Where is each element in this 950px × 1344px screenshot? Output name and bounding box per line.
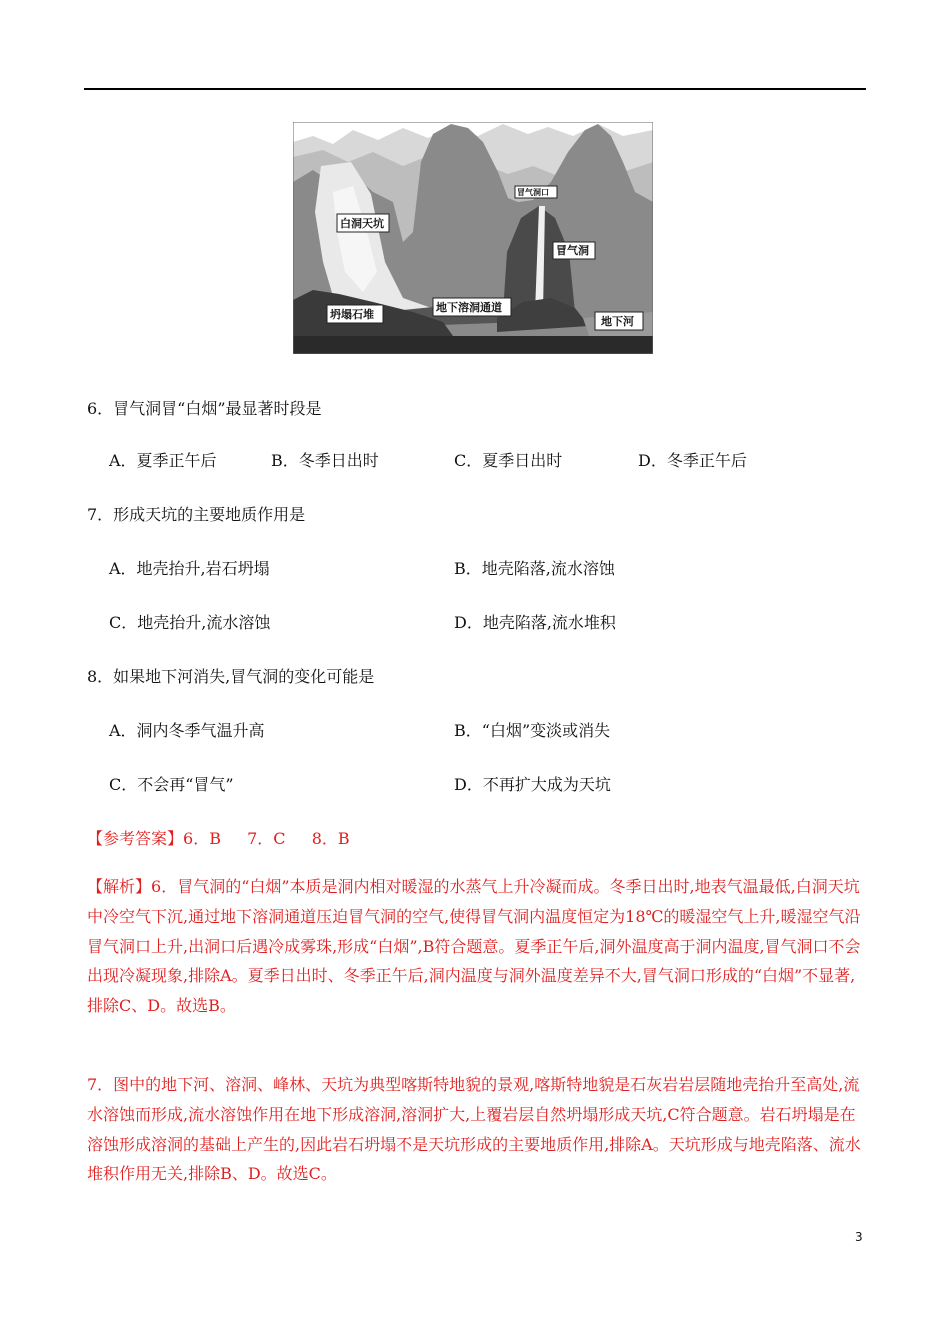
label-tanta-shidui: 坍塌石堆 (330, 308, 374, 321)
q8-option-a: A．洞内冬季气温升高 (109, 721, 265, 740)
q8-option-b: B．“白烟”变淡或消失 (454, 721, 611, 740)
analysis-q6 (87, 872, 867, 1021)
q6-option-a: A．夏季正午后 (109, 451, 217, 470)
question-6-stem: 6．冒气洞冒“白烟”最显著时段是 (87, 399, 322, 418)
label-maoqi-dong: 冒气洞 (556, 244, 589, 257)
q6-option-b: B．冬季日出时 (271, 451, 379, 470)
q8-option-d: D．不再扩大成为天坑 (454, 775, 611, 794)
q7-option-a: A．地壳抬升,岩石坍塌 (109, 559, 270, 578)
label-dixia-he: 地下河 (601, 315, 634, 328)
answer-text: 6．B 7．C 8．B (183, 829, 350, 848)
q6-option-c: C．夏季日出时 (454, 451, 563, 470)
q7-option-b: B．地壳陷落,流水溶蚀 (454, 559, 615, 578)
question-7-stem: 7．形成天坑的主要地质作用是 (87, 505, 306, 524)
analysis-label: 【解析】 (87, 877, 152, 896)
question-8-stem: 8．如果地下河消失,冒气洞的变化可能是 (87, 667, 375, 686)
label-dixia-rongdong-tongdao: 地下溶洞通道 (436, 301, 502, 314)
analysis-q7 (87, 1070, 867, 1189)
q7-option-d: D．地壳陷落,流水堆积 (454, 613, 616, 632)
answer-line (87, 826, 350, 849)
label-maoqi-dongkou: 冒气洞口 (517, 188, 549, 197)
page-number: 3 (855, 1230, 863, 1244)
label-baidong-tiankeng: 白洞天坑 (340, 217, 384, 230)
analysis-q6-text: 6．冒气洞的“白烟”本质是洞内相对暖湿的水蒸气上升冷凝而成。冬季日出时,地表气温最低,白洞天坑中冷空气下沉,通过地下溶洞通道压迫冒气洞的空气,使得冒气洞内温度恒定为18℃的暖湿空气上升,暖湿空气沿冒气洞口上升,出洞口后遇冷成雾珠,形成“白烟”,B符合题意。夏季正午后,洞外温度高于洞内温度,冒气洞口不会出现冷凝现象,排除A。夏季日出时、冬季正午后,洞内温度与洞外温度差异不大,冒气洞口形成的“白烟”不显著,排除C、D。故选B。 (87, 877, 861, 1016)
analysis-q7-text: 7．图中的地下河、溶洞、峰林、天坑为典型喀斯特地貌的景观,喀斯特地貌是石灰岩岩层随地壳抬升至高处,流水溶蚀而形成,流水溶蚀作用在地下形成溶洞,溶洞扩大,上覆岩层自然坍塌形成天坑,C符合题意。岩石坍塌是在溶蚀形成溶洞的基础上产生的,因此岩石坍塌不是天坑形成的主要地质作用,排除A。天坑形成与地壳陷落、流水堆积作用无关,排除B、D。故选C。 (87, 1075, 861, 1184)
q6-option-d: D．冬季正午后 (638, 451, 747, 470)
karst-cave-diagram (293, 122, 653, 354)
q7-option-c: C．地壳抬升,流水溶蚀 (109, 613, 271, 632)
q8-option-c: C．不会再“冒气” (109, 775, 234, 794)
header-rule (84, 88, 866, 90)
answer-label: 【参考答案】 (87, 829, 184, 848)
